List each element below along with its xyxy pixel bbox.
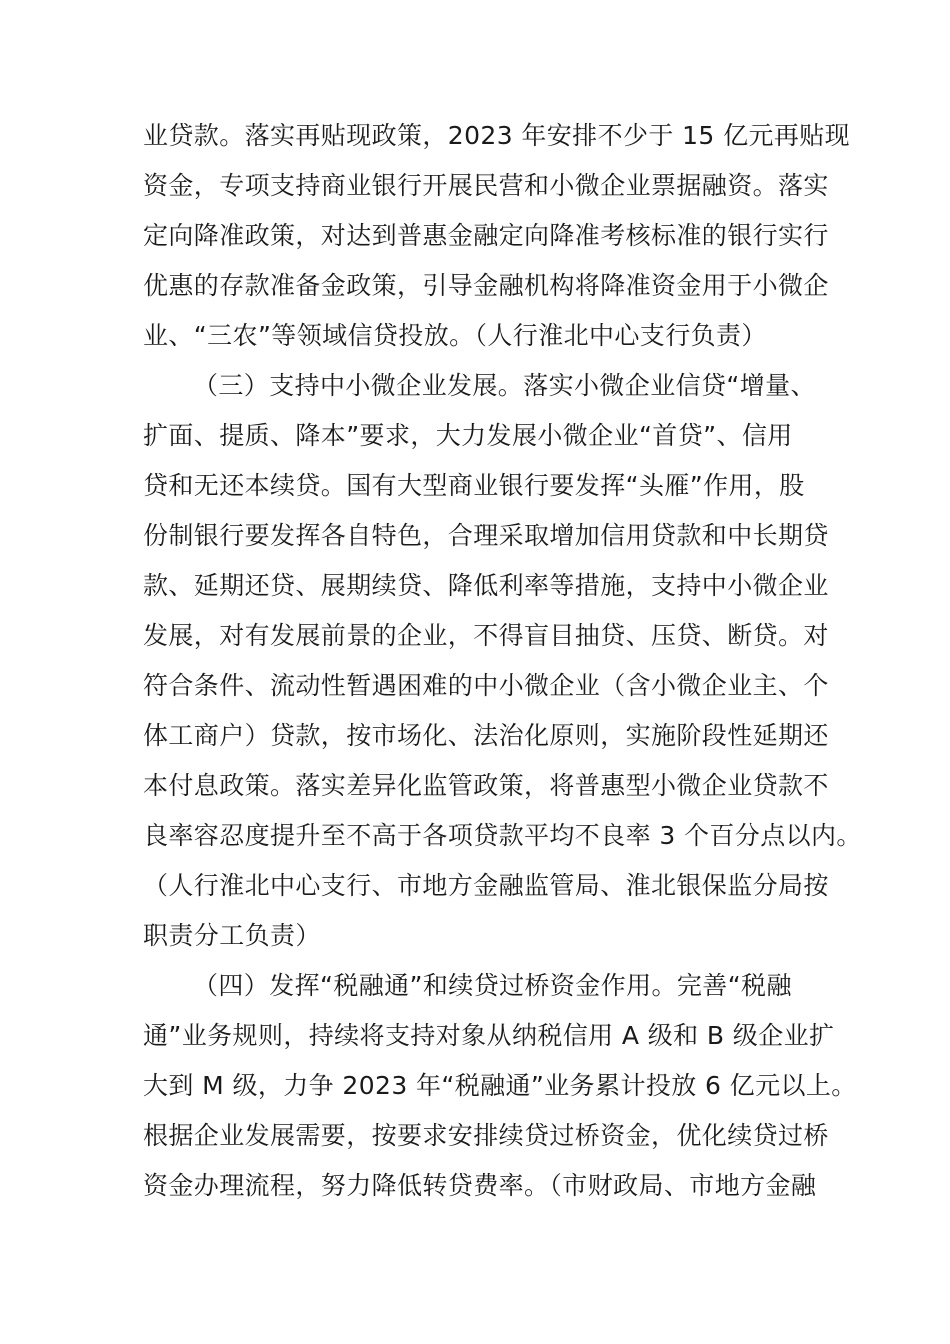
text-line: 资金，专项支持商业银行开展民营和小微企业票据融资。落实	[143, 171, 829, 200]
text-line: 款、延期还贷、展期续贷、降低利率等措施，支持中小微企业	[143, 571, 829, 600]
text-line: 职责分工负责）	[143, 921, 321, 950]
text-line: 符合条件、流动性暂遇困难的中小微企业（含小微企业主、个	[143, 671, 829, 700]
text-line: 份制银行要发挥各自特色，合理采取增加信用贷款和中长期贷	[143, 521, 829, 550]
text-line: 发展，对有发展前景的企业，不得盲目抽贷、压贷、断贷。对	[143, 621, 829, 650]
text-line: 通”业务规则，持续将支持对象从纳税信用 A 级和 B 级企业扩	[143, 1021, 835, 1050]
text-line: 定向降准政策，对达到普惠金融定向降准考核标准的银行实行	[143, 221, 829, 250]
text-line: 扩面、提质、降本”要求，大力发展小微企业“首贷”、信用	[143, 421, 793, 450]
text-line: 根据企业发展需要，按要求安排续贷过桥资金，优化续贷过桥	[143, 1121, 829, 1150]
text-line: 业、“三农”等领域信贷投放。（人行淮北中心支行负责）	[143, 321, 767, 350]
text-line: 业贷款。落实再贴现政策，2023 年安排不少于 15 亿元再贴现	[143, 121, 851, 150]
text-line: 大到 M 级，力争 2023 年“税融通”业务累计投放 6 亿元以上。	[143, 1071, 857, 1100]
section-heading-three: （三）支持中小微企业发展。落实小微企业信贷“增量、	[193, 371, 816, 400]
text-line: 良率容忍度提升至不高于各项贷款平均不良率 3 个百分点以内。	[143, 821, 862, 850]
section-heading-four: （四）发挥“税融通”和续贷过桥资金作用。完善“税融	[193, 971, 792, 1000]
text-line: （人行淮北中心支行、市地方金融监管局、淮北银保监分局按	[143, 871, 829, 900]
text-line: 资金办理流程，努力降低转贷费率。（市财政局、市地方金融	[143, 1171, 817, 1200]
text-line: 优惠的存款准备金政策，引导金融机构将降准资金用于小微企	[143, 271, 829, 300]
text-line: 贷和无还本续贷。国有大型商业银行要发挥“头雁”作用，股	[143, 471, 805, 500]
text-line: 本付息政策。落实差异化监管政策，将普惠型小微企业贷款不	[143, 771, 829, 800]
text-line: 体工商户）贷款，按市场化、法治化原则，实施阶段性延期还	[143, 721, 829, 750]
